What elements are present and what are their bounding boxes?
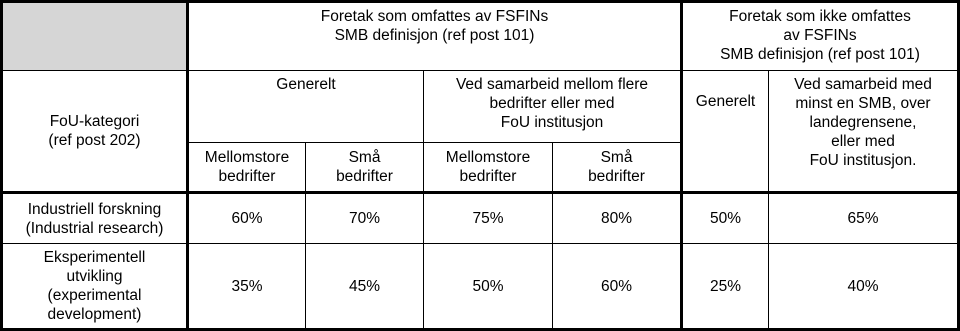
row-category: Industriell forskning (Industrial research)	[3, 194, 189, 244]
row-value: 60%	[553, 244, 683, 328]
row-value: 75%	[424, 194, 553, 244]
header-fsfin-group: Foretak som omfattes av FSFINs SMB definisjon (ref post 101)	[189, 3, 683, 71]
row-value: 35%	[189, 244, 306, 328]
row-value: 70%	[306, 194, 424, 244]
header-samarbeid-flere: Ved samarbeid mellom flere bedrifter eller med FoU institusjon	[424, 71, 683, 143]
header-smaa-2: Små bedrifter	[553, 143, 683, 194]
header-mellomstore-2: Mellomstore bedrifter	[424, 143, 553, 194]
header-generelt: Generelt	[189, 71, 424, 143]
corner-cell	[3, 3, 189, 71]
row-category: Eksperimentell utvikling (experimental development)	[3, 244, 189, 328]
header-category-label: FoU-kategori (ref post 202)	[3, 71, 189, 194]
row-value: 45%	[306, 244, 424, 328]
row-value: 40%	[847, 277, 879, 295]
header-generelt-2: Generelt	[683, 71, 769, 194]
row-value: 80%	[553, 194, 683, 244]
header-samarbeid-smb: Ved samarbeid med minst en SMB, over landegrensene, eller med FoU institusjon.	[769, 71, 957, 194]
header-mellomstore-1: Mellomstore bedrifter	[189, 143, 306, 194]
row-value: 50%	[683, 194, 769, 244]
row-value: 50%	[424, 244, 553, 328]
row-value: 65%	[769, 194, 957, 244]
row-value: 60%	[189, 194, 306, 244]
header-smaa-1: Små bedrifter	[306, 143, 424, 194]
header-non-fsfin-group: Foretak som ikke omfattes av FSFINs SMB definisjon (ref post 101)	[683, 3, 957, 71]
row-value: 25%	[683, 244, 769, 328]
